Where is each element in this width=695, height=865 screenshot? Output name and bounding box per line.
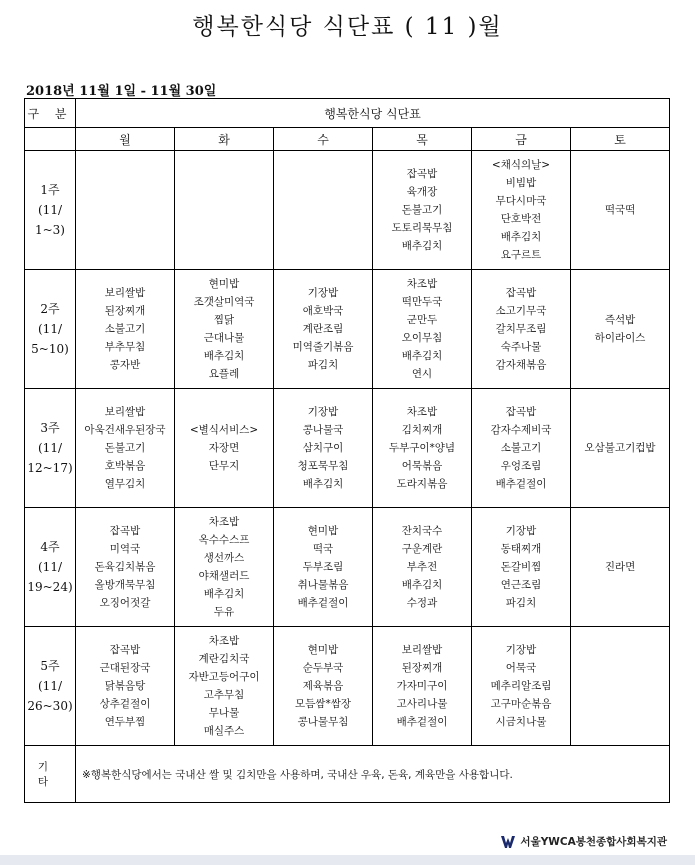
menu-cell-thu [373, 270, 472, 389]
menu-item: 소불고기 [500, 442, 542, 454]
menu-cell-mon [76, 389, 175, 508]
menu-item: 차조밥 [406, 406, 438, 418]
day-header-row [25, 128, 670, 151]
menu-item: 잡곡밥 [406, 168, 438, 180]
menu-item: 콩나물무침 [297, 716, 349, 728]
menu-cell-thu [373, 627, 472, 746]
menu-item: 근대된장국 [99, 662, 151, 674]
menu-cell-fri [472, 508, 571, 627]
menu-cell-mon [76, 151, 175, 270]
menu-cell-thu [373, 151, 472, 270]
menu-item: 두부조림 [302, 561, 344, 573]
menu-item: 도토리묵무침 [391, 222, 453, 234]
menu-cell-wed [274, 270, 373, 389]
week-label-line: (11/ [38, 322, 62, 336]
menu-table [24, 98, 670, 803]
menu-item: 제육볶음 [302, 680, 344, 692]
page-title: 행복한식당 식단표 ( 11 )월 [192, 14, 503, 40]
menu-item: 돈불고기 [104, 442, 146, 454]
week-row-4 [25, 508, 670, 627]
menu-item: <채식의날> [491, 159, 551, 171]
menu-item: 연두부찜 [104, 716, 146, 728]
menu-item: 소불고기 [104, 323, 146, 335]
menu-item: 배추김치 [203, 350, 245, 362]
menu-item: 부추무침 [104, 341, 146, 353]
menu-item: 기장밥 [307, 287, 339, 299]
week-label-line: 5주 [40, 659, 60, 673]
menu-cell-tue [175, 508, 274, 627]
note-label: 기 타 [25, 746, 76, 803]
menu-item: 자반고등어구이 [188, 671, 260, 683]
week-label [25, 627, 76, 746]
menu-item: 모듬쌈*쌈장 [295, 698, 351, 710]
menu-item: 기장밥 [505, 525, 537, 537]
menu-cell-mon [76, 627, 175, 746]
menu-item: 차조밥 [208, 635, 240, 647]
day-header-tue: 화 [175, 128, 274, 151]
menu-item: 어묵볶음 [401, 460, 443, 472]
menu-item: 숙주나물 [500, 341, 542, 353]
footer-org [501, 834, 667, 849]
menu-item: 보리쌀밥 [104, 287, 146, 299]
menu-item: 시금치나물 [495, 716, 547, 728]
menu-item: 하이라이스 [594, 332, 646, 344]
menu-item: 보리쌀밥 [104, 406, 146, 418]
menu-item: 배추겉절이 [495, 478, 547, 490]
menu-item: 생선까스 [203, 552, 245, 564]
menu-item: 떡국떡 [604, 204, 636, 216]
menu-cell-sat [571, 389, 670, 508]
menu-item: 연시 [411, 368, 433, 380]
menu-item: 무나물 [208, 707, 240, 719]
menu-item: 배추김치 [203, 588, 245, 600]
menu-item: 청포묵무침 [297, 460, 349, 472]
menu-cell-wed [274, 151, 373, 270]
menu-item: 애호박국 [302, 305, 344, 317]
menu-item: 진라면 [604, 561, 636, 573]
menu-item: 군만두 [406, 314, 438, 326]
menu-item: 조갯살미역국 [193, 296, 255, 308]
menu-cell-thu [373, 508, 472, 627]
menu-item: 배추김치 [302, 478, 344, 490]
week-label-line: 5~10) [31, 342, 69, 356]
menu-item: 도라지볶음 [396, 478, 448, 490]
menu-item: 차조밥 [406, 278, 438, 290]
menu-item: 고추무침 [203, 689, 245, 701]
menu-item: 수정과 [406, 597, 438, 609]
week-row-5 [25, 627, 670, 746]
menu-item: 부추전 [406, 561, 438, 573]
day-header-fri: 금 [472, 128, 571, 151]
menu-item: 배추김치 [401, 350, 443, 362]
menu-item: 근대나물 [203, 332, 245, 344]
menu-item: 삼치구이 [302, 442, 344, 454]
week-label [25, 389, 76, 508]
menu-item: 아욱건새우된장국 [84, 424, 166, 436]
menu-cell-sat [571, 270, 670, 389]
menu-item: 김치찌개 [401, 424, 443, 436]
menu-item: 연근조림 [500, 579, 542, 591]
menu-cell-sat [571, 151, 670, 270]
menu-item: 어묵국 [505, 662, 537, 674]
menu-cell-thu [373, 389, 472, 508]
note-text: ※행복한식당에서는 국내산 쌀 및 김치만을 사용하며, 국내산 우육, 돈육, 계육만을 사용합니다. [76, 746, 670, 803]
menu-item: 두유 [213, 606, 235, 618]
menu-item: 콩자반 [109, 359, 141, 371]
menu-item: 호박볶음 [104, 460, 146, 472]
table-header-row [25, 99, 670, 128]
menu-item: 배추겉절이 [297, 597, 349, 609]
menu-item: 돈갈비찜 [500, 561, 542, 573]
menu-cell-tue [175, 627, 274, 746]
week-row-3 [25, 389, 670, 508]
menu-item: 메추리알조림 [490, 680, 552, 692]
menu-item: 떡만두국 [401, 296, 443, 308]
menu-item: 감자채볶음 [495, 359, 547, 371]
menu-item: 열무김치 [104, 478, 146, 490]
week-label-line: (11/ [38, 441, 62, 455]
menu-item: 즉석밥 [604, 314, 636, 326]
menu-item: 계란김치국 [198, 653, 250, 665]
menu-item: 배추겉절이 [396, 716, 448, 728]
menu-cell-sat [571, 627, 670, 746]
menu-item: 소고기무국 [495, 305, 547, 317]
menu-item: 단무지 [208, 460, 240, 472]
menu-item: 파김치 [307, 359, 339, 371]
menu-item: 고구마순볶음 [490, 698, 552, 710]
empty-corner-cell [25, 128, 76, 151]
menu-item: 된장찌개 [401, 662, 443, 674]
menu-item: 옥수수스프 [198, 534, 250, 546]
week-label-line: 1주 [40, 183, 60, 197]
week-label-line: (11/ [38, 679, 62, 693]
menu-item: 단호박전 [500, 213, 542, 225]
menu-item: 떡국 [312, 543, 334, 555]
menu-item: 현미밥 [307, 644, 339, 656]
day-header-wed: 수 [274, 128, 373, 151]
menu-table-title: 행복한식당 식단표 [76, 99, 670, 128]
week-label-line: 12~17) [27, 461, 73, 475]
week-label [25, 151, 76, 270]
week-label-line: (11/ [38, 203, 62, 217]
menu-item: 현미밥 [208, 278, 240, 290]
week-label-line: 1~3) [34, 223, 65, 237]
menu-item: 고사리나물 [396, 698, 448, 710]
week-label-line: 19~24) [27, 580, 73, 594]
week-label-line: 3주 [40, 421, 60, 435]
menu-item: 돈육김치볶음 [94, 561, 156, 573]
menu-item: 기장밥 [307, 406, 339, 418]
menu-cell-fri [472, 270, 571, 389]
menu-item: 닭볶음탕 [104, 680, 146, 692]
menu-cell-wed [274, 389, 373, 508]
menu-cell-fri [472, 627, 571, 746]
menu-cell-wed [274, 508, 373, 627]
day-header-sat: 토 [571, 128, 670, 151]
menu-item: 감자수제비국 [490, 424, 552, 436]
day-header-thu: 목 [373, 128, 472, 151]
week-label [25, 508, 76, 627]
day-header-mon: 월 [76, 128, 175, 151]
week-label [25, 270, 76, 389]
menu-item: 보리쌀밥 [401, 644, 443, 656]
menu-item: 현미밥 [307, 525, 339, 537]
menu-item: 오삼불고기컵밥 [584, 442, 656, 454]
menu-item: 육개장 [406, 186, 438, 198]
menu-item: 비빔밥 [505, 177, 537, 189]
week-row-2 [25, 270, 670, 389]
week-label-line: 2주 [40, 302, 60, 316]
menu-item: 찜닭 [213, 314, 235, 326]
week-label-line: 4주 [40, 540, 60, 554]
menu-item: 상추겉절이 [99, 698, 151, 710]
week-label-line: 26~30) [27, 699, 73, 713]
menu-item: 두부구이*양념 [388, 442, 456, 454]
week-row-1 [25, 151, 670, 270]
menu-item: 기장밥 [505, 644, 537, 656]
menu-cell-fri [472, 151, 571, 270]
week-label-line: (11/ [38, 560, 62, 574]
menu-item: 돈불고기 [401, 204, 443, 216]
menu-item: 야채샐러드 [198, 570, 250, 582]
menu-item: 가자미구이 [396, 680, 448, 692]
menu-item: 미역줄기볶음 [292, 341, 354, 353]
footer-org-name: 서울YWCA봉천종합사회복지관 [520, 836, 667, 848]
menu-cell-tue [175, 151, 274, 270]
menu-item: 배추김치 [500, 231, 542, 243]
menu-cell-mon [76, 508, 175, 627]
menu-item: 취나물볶음 [297, 579, 349, 591]
menu-item: 매실주스 [203, 725, 245, 737]
menu-item: 된장찌개 [104, 305, 146, 317]
menu-item: 잡곡밥 [109, 525, 141, 537]
menu-item: 무다시마국 [495, 195, 547, 207]
menu-item: 콩나물국 [302, 424, 344, 436]
gubun-label: 구 분 [25, 99, 76, 128]
menu-item: 올방개묵무침 [94, 579, 156, 591]
menu-item: 배추김치 [401, 240, 443, 252]
menu-item: 오징어젓갈 [99, 597, 151, 609]
menu-item: 갈치무조림 [495, 323, 547, 335]
menu-item: 파김치 [505, 597, 537, 609]
menu-item: 자장면 [208, 442, 240, 454]
ywca-logo-icon [501, 836, 515, 848]
menu-item: 잡곡밥 [505, 406, 537, 418]
bottom-strip [0, 855, 695, 865]
menu-item: 동태찌개 [500, 543, 542, 555]
menu-item: 잡곡밥 [505, 287, 537, 299]
menu-cell-mon [76, 270, 175, 389]
date-range: 2018년 11월 1일 - 11월 30일 [26, 84, 217, 99]
menu-cell-sat [571, 508, 670, 627]
menu-item: 우엉조림 [500, 460, 542, 472]
menu-item: 차조밥 [208, 516, 240, 528]
menu-item: 요구르트 [500, 249, 542, 261]
menu-cell-fri [472, 389, 571, 508]
menu-item: 요플레 [208, 368, 240, 380]
menu-item: 배추김치 [401, 579, 443, 591]
menu-item: 잡곡밥 [109, 644, 141, 656]
menu-item: 오이무침 [401, 332, 443, 344]
menu-cell-tue [175, 389, 274, 508]
menu-cell-tue [175, 270, 274, 389]
note-row [25, 746, 670, 803]
menu-item: 계란조림 [302, 323, 344, 335]
menu-cell-wed [274, 627, 373, 746]
menu-item: <별식서비스> [189, 424, 259, 436]
menu-item: 순두부국 [302, 662, 344, 674]
menu-item: 잔치국수 [401, 525, 443, 537]
menu-item: 미역국 [109, 543, 141, 555]
menu-item: 구운계란 [401, 543, 443, 555]
